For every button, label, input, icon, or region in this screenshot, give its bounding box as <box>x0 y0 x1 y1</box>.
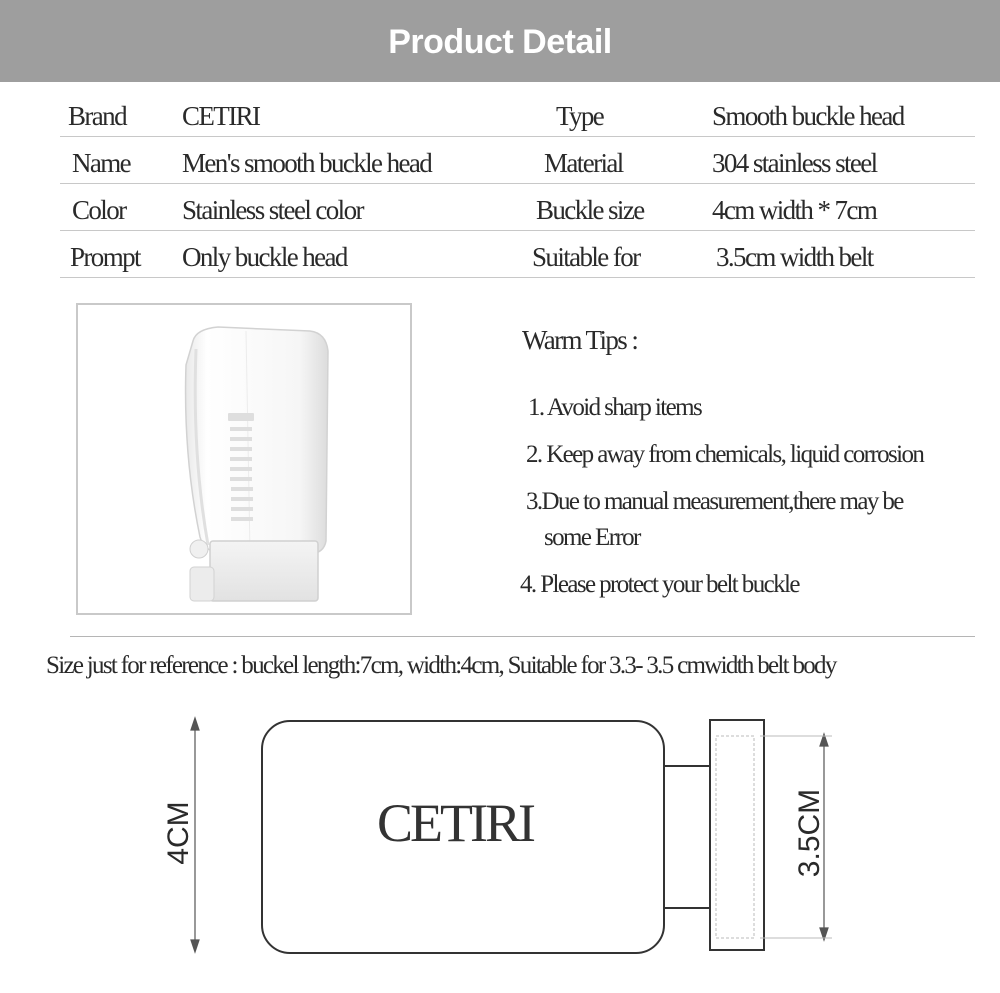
spec-table <box>60 88 975 278</box>
section-divider <box>70 636 975 637</box>
size-diagram <box>0 700 1000 993</box>
spec-label: Buckle size <box>536 195 644 225</box>
tip-item: 1. Avoid sharp items <box>528 394 702 421</box>
product-photo <box>76 303 412 615</box>
spec-value: Stainless steel color <box>182 195 363 225</box>
tip-item: 2. Keep away from chemicals, liquid corrosion <box>526 441 924 468</box>
height-dimension-label: 4CM <box>162 801 195 865</box>
page-title: Product Detail <box>388 23 612 61</box>
spec-row-prompt <box>60 231 975 278</box>
spec-value: Men's smooth buckle head <box>182 148 432 178</box>
header-bar <box>0 0 1000 82</box>
belt-width-dimension-label: 3.5CM <box>793 788 826 878</box>
tip-item: 4. Please protect your belt buckle <box>520 571 799 598</box>
tip-item-continued: some Error <box>544 524 640 551</box>
spec-label: Material <box>544 148 623 178</box>
spec-row-brand <box>60 88 975 137</box>
spec-row-name <box>60 137 975 184</box>
spec-value: CETIRI <box>182 101 260 131</box>
tip-item: 3.Due to manual measurement,there may be <box>526 488 903 515</box>
tips-title: Warm Tips : <box>522 325 638 355</box>
spec-label: Name <box>72 148 131 178</box>
spec-value: 304 stainless steel <box>712 148 877 178</box>
spec-value: 3.5cm width belt <box>716 242 873 272</box>
spec-label: Type <box>556 101 604 131</box>
spec-label: Color <box>72 195 126 225</box>
spec-label: Prompt <box>70 242 140 272</box>
buckle-brand-mark: CETIRI <box>377 793 533 853</box>
spec-row-color <box>60 184 975 231</box>
spec-label: Suitable for <box>532 242 640 272</box>
spec-value: Only buckle head <box>182 242 347 272</box>
warm-tips <box>520 325 990 614</box>
spec-value: Smooth buckle head <box>712 101 904 131</box>
buckle-photo-icon <box>78 305 410 613</box>
spec-label: Brand <box>68 101 126 131</box>
spec-value: 4cm width * 7cm <box>712 195 877 225</box>
size-reference-text: Size just for reference : buckel length:7cm, width:4cm, Suitable for 3.3- 3.5 cmwidth belt body <box>46 652 836 679</box>
